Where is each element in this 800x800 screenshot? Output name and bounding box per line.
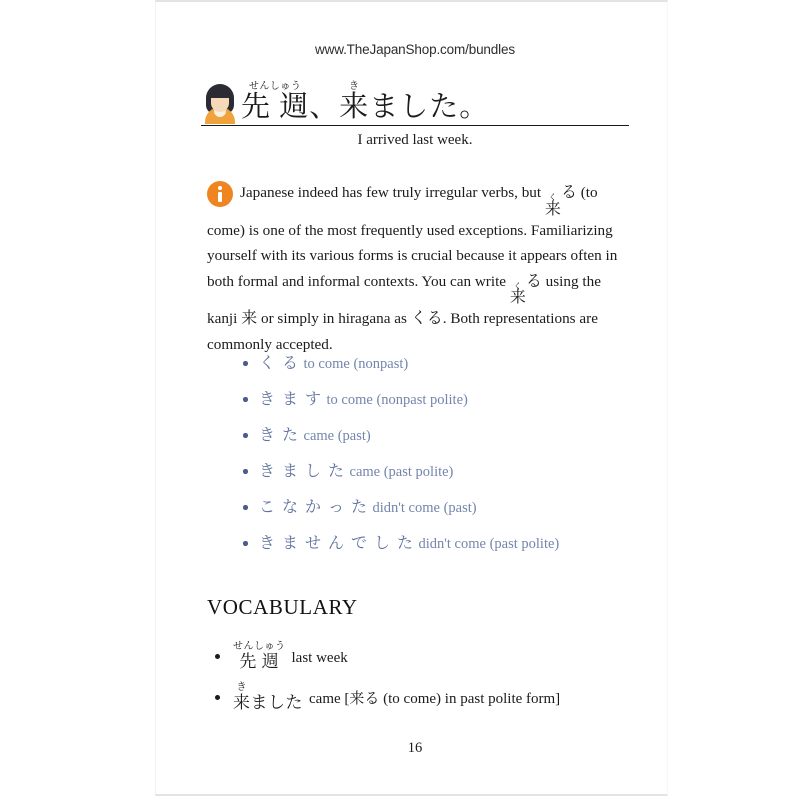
- list-item: [201, 390, 629, 426]
- vocabulary-japanese: [233, 642, 286, 670]
- conjugation-japanese: こ な か っ た: [259, 499, 369, 516]
- conjugation-english: to come (nonpast polite): [326, 392, 468, 408]
- furigana-ki-vocab: き: [236, 682, 247, 693]
- conjugation-japanese: き ま せ ん で し た: [259, 535, 415, 552]
- info-text-part-2: (to come) is one of the most frequently used exceptions. Familiarizing yourself with its various forms is crucial because it appears often in both formal and informal contexts. You can write: [207, 184, 618, 290]
- kanji-ki: 来: [339, 91, 370, 123]
- conjugation-japanese: く る: [259, 355, 300, 372]
- kanji-kuru-2: 来: [509, 289, 526, 306]
- conjugation-english: came (past polite): [349, 464, 454, 480]
- ruby-senshuu-vocab: [233, 642, 286, 670]
- headline-sentence-block: [201, 74, 629, 149]
- list-bullet: [243, 505, 248, 510]
- conjugation-english: didn't come (past polite): [418, 536, 560, 552]
- avatar-fringe: [209, 87, 231, 98]
- page-number: 16: [407, 740, 423, 756]
- list-item: [201, 683, 629, 724]
- list-bullet: [215, 654, 220, 659]
- conjugation-english: didn't come (past): [372, 500, 477, 516]
- furigana-kuru-2: く: [513, 280, 523, 291]
- furigana-senshuu-vocab: せんしゅう: [233, 641, 286, 652]
- conjugation-english: to come (nonpast): [303, 356, 409, 372]
- vocabulary-english: came [来る (to come) in past polite form]: [309, 691, 561, 707]
- list-item: [201, 462, 629, 498]
- ruby-ki-vocab: [233, 683, 251, 711]
- conjugation-japanese: き ま す: [259, 391, 323, 408]
- info-icon-dot: [218, 186, 222, 190]
- ruby-kuru-2: [510, 282, 526, 307]
- ruby-senshuu: [241, 82, 309, 122]
- ruby-kuru-1: [545, 193, 561, 218]
- vocabulary-japanese: [233, 683, 303, 711]
- conjugation-japanese: き ま し た: [259, 463, 346, 480]
- info-text-part-1: Japanese indeed has few truly irregular verbs, but: [240, 184, 545, 201]
- list-item: [201, 354, 629, 390]
- info-icon: [207, 181, 233, 207]
- list-bullet: [215, 695, 220, 700]
- vocabulary-okurigana: ました: [250, 693, 303, 712]
- kanji-senshuu: 先 週: [241, 91, 310, 123]
- kanji-kuru-standalone: 来: [241, 310, 258, 327]
- list-bullet: [243, 397, 248, 402]
- kanji-ki-vocab: 来: [233, 693, 251, 712]
- furigana-senshuu: せんしゅう: [248, 81, 302, 92]
- sentence-tail: ました。: [369, 91, 490, 123]
- info-text-part-3: using the kanji: [207, 272, 601, 327]
- kuru-okurigana-2: る: [525, 272, 542, 290]
- vocabulary-list: [201, 642, 629, 724]
- list-item: [201, 426, 629, 462]
- conjugation-english: came (past): [303, 428, 371, 444]
- info-text-part-4: or simply in hiragana as: [257, 310, 411, 327]
- kanji-kuru-1: 来: [544, 200, 561, 218]
- list-bullet: [243, 541, 248, 546]
- info-text-part-5: . Both representations are commonly accepted.: [207, 310, 598, 353]
- female-avatar-icon: [201, 82, 239, 124]
- vocabulary-entry: [233, 683, 629, 711]
- sentence-row: [201, 74, 629, 126]
- vocabulary-english: last week: [291, 650, 348, 666]
- kanji-senshuu-vocab: 先 週: [239, 652, 280, 671]
- sentence-translation: I arrived last week.: [357, 132, 473, 148]
- list-item: [201, 642, 629, 683]
- info-paragraph: [207, 180, 627, 357]
- list-bullet: [243, 433, 248, 438]
- furigana-ki: き: [349, 81, 360, 92]
- conjugation-list: [201, 354, 629, 570]
- info-icon-stem: [218, 192, 222, 202]
- vocabulary-entry: [233, 642, 629, 670]
- japanese-sentence: [241, 82, 489, 124]
- conjugation-japanese: き た: [259, 427, 300, 444]
- running-header-url: www.TheJapanShop.com/bundles: [315, 42, 515, 57]
- vocabulary-heading: VOCABULARY: [207, 595, 358, 619]
- book-page: [155, 0, 668, 796]
- list-bullet: [243, 361, 248, 366]
- list-bullet: [243, 469, 248, 474]
- page-content-area: [201, 2, 629, 798]
- list-item: [201, 498, 629, 534]
- furigana-kuru-1: く: [548, 192, 558, 202]
- sentence-comma: 、: [309, 91, 340, 123]
- kuru-okurigana-1: る: [560, 184, 577, 201]
- hiragana-kuru: くる: [410, 310, 443, 327]
- ruby-ki: [339, 82, 369, 122]
- list-item: [201, 534, 629, 570]
